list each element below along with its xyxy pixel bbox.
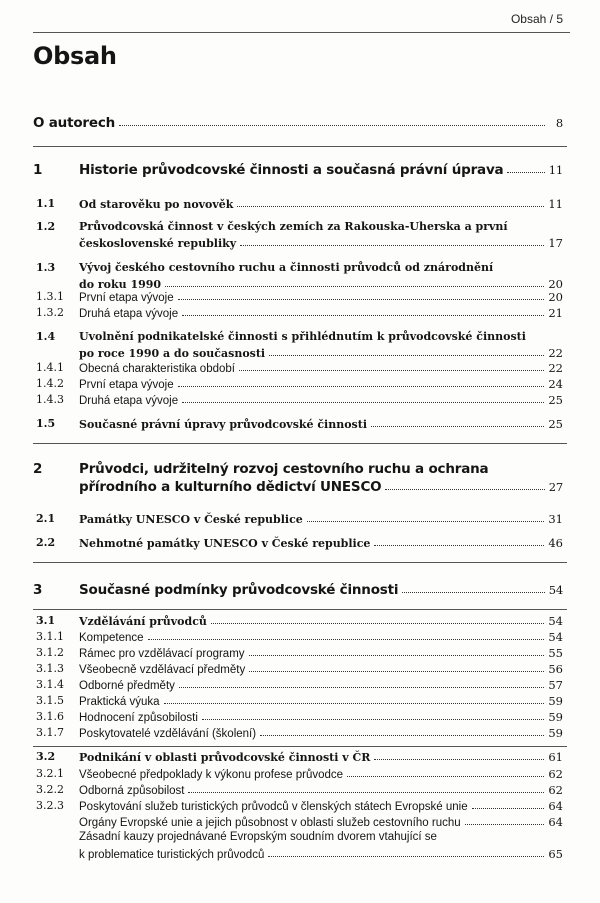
dot-leader — [269, 355, 544, 356]
dot-leader — [260, 735, 544, 736]
separator-line — [33, 146, 567, 147]
toc-page-number: 56 — [548, 662, 563, 676]
toc-page-number: 59 — [548, 710, 563, 724]
toc-entry-title: Uvolnění podnikatelské činnosti s přihlédnutím k průvodcovské činnosti — [79, 330, 526, 343]
toc-page-number: 25 — [548, 417, 563, 431]
separator-line — [33, 746, 567, 747]
toc-page-number: 22 — [548, 361, 563, 375]
toc-entry-title: Orgány Evropské unie a jejich působnost v oblasti služeb cestovního ruchu — [79, 817, 461, 829]
toc-entry-title: Průvodci, udržitelný rozvoj cestovního ruchu a ochrana — [79, 461, 489, 477]
toc-entry-title: Od starověku po novověk — [79, 198, 234, 211]
toc-page-number: 24 — [548, 377, 563, 391]
toc-subsection-number: 3.1.2 — [36, 646, 64, 659]
dot-leader — [249, 655, 545, 656]
toc-page-number: 55 — [548, 646, 563, 660]
toc-chapter-number: 1 — [33, 162, 43, 178]
toc-entry-title-cont: do roku 1990 — [79, 278, 162, 291]
toc-entry-title: Nehmotné památky UNESCO v České republice — [79, 537, 371, 550]
toc-subsection-number: 3.2.3 — [36, 799, 64, 812]
toc-entry-title: Odborné předměty — [79, 680, 175, 692]
toc-page-number: 65 — [548, 847, 563, 861]
dot-leader — [347, 776, 544, 777]
separator-line — [33, 443, 567, 444]
dot-leader — [374, 759, 544, 760]
toc-entry-title: Všeobecně vzdělávací předměty — [79, 664, 246, 676]
toc-entry-title: Rámec pro vzdělávací programy — [79, 648, 245, 660]
dot-leader — [371, 426, 544, 427]
toc-entry-title: První etapa vývoje — [79, 379, 174, 391]
toc-page-number: 21 — [548, 306, 563, 320]
toc-section-number: 1.4 — [36, 330, 56, 343]
page-title: Obsah — [33, 42, 117, 70]
dot-leader — [188, 792, 544, 793]
toc-section-number: 3.2 — [36, 750, 56, 763]
toc-page-number: 8 — [555, 116, 563, 130]
toc-page-number: 62 — [548, 783, 563, 797]
toc-subsection-number: 1.4.1 — [36, 361, 64, 374]
toc-section-number: 3.1 — [36, 614, 56, 627]
toc-section-number: 2.2 — [36, 536, 56, 549]
toc-entry-title-cont: po roce 1990 a do současnosti — [79, 347, 266, 360]
toc-section-number: 1.3 — [36, 261, 56, 274]
header-rule — [33, 32, 570, 33]
dot-leader — [374, 545, 544, 546]
toc-page-number: 64 — [548, 799, 563, 813]
toc-entry-title: Odborná způsobilost — [79, 785, 185, 797]
toc-subsection-number: 3.1.7 — [36, 726, 64, 739]
toc-subsection-number: 1.3.1 — [36, 290, 64, 303]
toc-subsection-number: 3.1.1 — [36, 630, 64, 643]
toc-subsection-number: 3.1.4 — [36, 678, 64, 691]
toc-section-number: 1.2 — [36, 220, 56, 233]
toc-section-number: 1.1 — [36, 197, 56, 210]
toc-entry-title: Vzdělávání průvodců — [79, 615, 207, 628]
dot-leader — [268, 856, 544, 857]
toc-entry-title: Hodnocení způsobilosti — [79, 712, 198, 724]
toc-entry-title: Poskytování služeb turistických průvodců v členských státech Evropské unie — [79, 801, 468, 813]
toc-entry-title: Současné právní úpravy průvodcovské činnosti — [79, 418, 367, 431]
toc-entry-title: Současné podmínky průvodcovské činnosti — [79, 582, 399, 598]
toc-entry-title: Podnikání v oblasti průvodcovské činnosti v ČR — [79, 751, 371, 764]
dot-leader — [165, 286, 544, 287]
toc-entry-title: O autorech — [33, 115, 116, 131]
dot-leader — [179, 687, 544, 688]
toc-page-number: 25 — [548, 393, 563, 407]
dot-leader — [178, 386, 545, 387]
dot-leader — [211, 623, 544, 624]
toc-entry-title: Praktická výuka — [79, 696, 160, 708]
toc-page-number: 31 — [548, 512, 563, 526]
toc-entry-title: Obecná charakteristika období — [79, 363, 235, 375]
toc-page-number: 20 — [548, 290, 563, 304]
toc-page-number: 62 — [548, 767, 563, 781]
toc-chapter-number: 2 — [33, 461, 43, 477]
dot-leader — [178, 299, 545, 300]
dot-leader — [385, 489, 544, 490]
toc-entry-title: Historie průvodcovské činnosti a současná právní úprava — [79, 162, 504, 178]
toc-page-number: 61 — [548, 750, 563, 764]
toc-entry-title-cont: přírodního a kulturního dědictví UNESCO — [79, 479, 382, 495]
toc-entry-title: Vývoj českého cestovního ruchu a činnosti průvodců od znárodnění — [79, 261, 494, 274]
toc-entry-title: Průvodcovská činnost v českých zemích za Rakouska-Uherska a první — [79, 220, 508, 233]
toc-page-number: 57 — [548, 678, 563, 692]
dot-leader — [472, 808, 545, 809]
toc-chapter-number: 3 — [33, 582, 43, 598]
toc-subsection-number: 1.4.2 — [36, 377, 64, 390]
dot-leader — [119, 125, 545, 126]
toc-page-number: 17 — [548, 236, 563, 250]
dot-leader — [182, 402, 544, 403]
toc-entry-title: Památky UNESCO v České republice — [79, 513, 303, 526]
dot-leader — [202, 719, 544, 720]
toc-entry-title-cont: československé republiky — [79, 237, 237, 250]
dot-leader — [182, 315, 544, 316]
toc-entry-title: Druhá etapa vývoje — [79, 395, 179, 407]
toc-entry-title: První etapa vývoje — [79, 292, 174, 304]
dot-leader — [507, 172, 544, 173]
toc-subsection-number: 3.1.6 — [36, 710, 64, 723]
toc-entry-title: Všeobecné předpoklady k výkonu profese průvodce — [79, 769, 344, 781]
toc-entry-title-cont: k problematice turistických průvodců — [79, 849, 265, 861]
toc-page-number: 20 — [548, 277, 563, 291]
dot-leader — [240, 245, 544, 246]
dot-leader — [249, 671, 544, 672]
toc-page-number: 54 — [548, 583, 563, 597]
toc-page-number: 54 — [548, 614, 563, 628]
toc-page-number: 22 — [548, 346, 563, 360]
dot-leader — [148, 639, 545, 640]
toc-subsection-number: 3.2.2 — [36, 783, 64, 796]
dot-leader — [164, 703, 545, 704]
toc-page-number: 46 — [548, 536, 563, 550]
toc-entry-title: Zásadní kauzy projednávané Evropským soudním dvorem vtahující se — [79, 831, 437, 843]
dot-leader — [237, 206, 544, 207]
toc-page-number: 64 — [548, 815, 563, 829]
toc-subsection-number: 1.4.3 — [36, 393, 64, 406]
toc-page-number: 59 — [548, 694, 563, 708]
toc-page-number: 11 — [548, 197, 563, 211]
toc-page-number: 11 — [548, 163, 563, 177]
dot-leader — [239, 370, 544, 371]
toc-entry-title: Kompetence — [79, 632, 144, 644]
separator-line — [33, 562, 567, 563]
dot-leader — [465, 824, 545, 825]
separator-line — [33, 609, 567, 610]
toc-subsection-number: 3.1.5 — [36, 694, 64, 707]
toc-entry-title: Poskytovatelé vzdělávání (školení) — [79, 728, 257, 740]
toc-subsection-number: 1.3.2 — [36, 306, 64, 319]
toc-page-number: 59 — [548, 726, 563, 740]
running-head: Obsah / 5 — [510, 12, 563, 26]
toc-entry-title: Druhá etapa vývoje — [79, 308, 179, 320]
toc-section-number: 1.5 — [36, 417, 56, 430]
toc-subsection-number: 3.1.3 — [36, 662, 64, 675]
toc-section-number: 2.1 — [36, 512, 56, 525]
dot-leader — [307, 521, 545, 522]
dot-leader — [402, 592, 544, 593]
toc-page-number: 27 — [548, 480, 563, 494]
toc-page-number: 54 — [548, 630, 563, 644]
toc-subsection-number: 3.2.1 — [36, 767, 64, 780]
